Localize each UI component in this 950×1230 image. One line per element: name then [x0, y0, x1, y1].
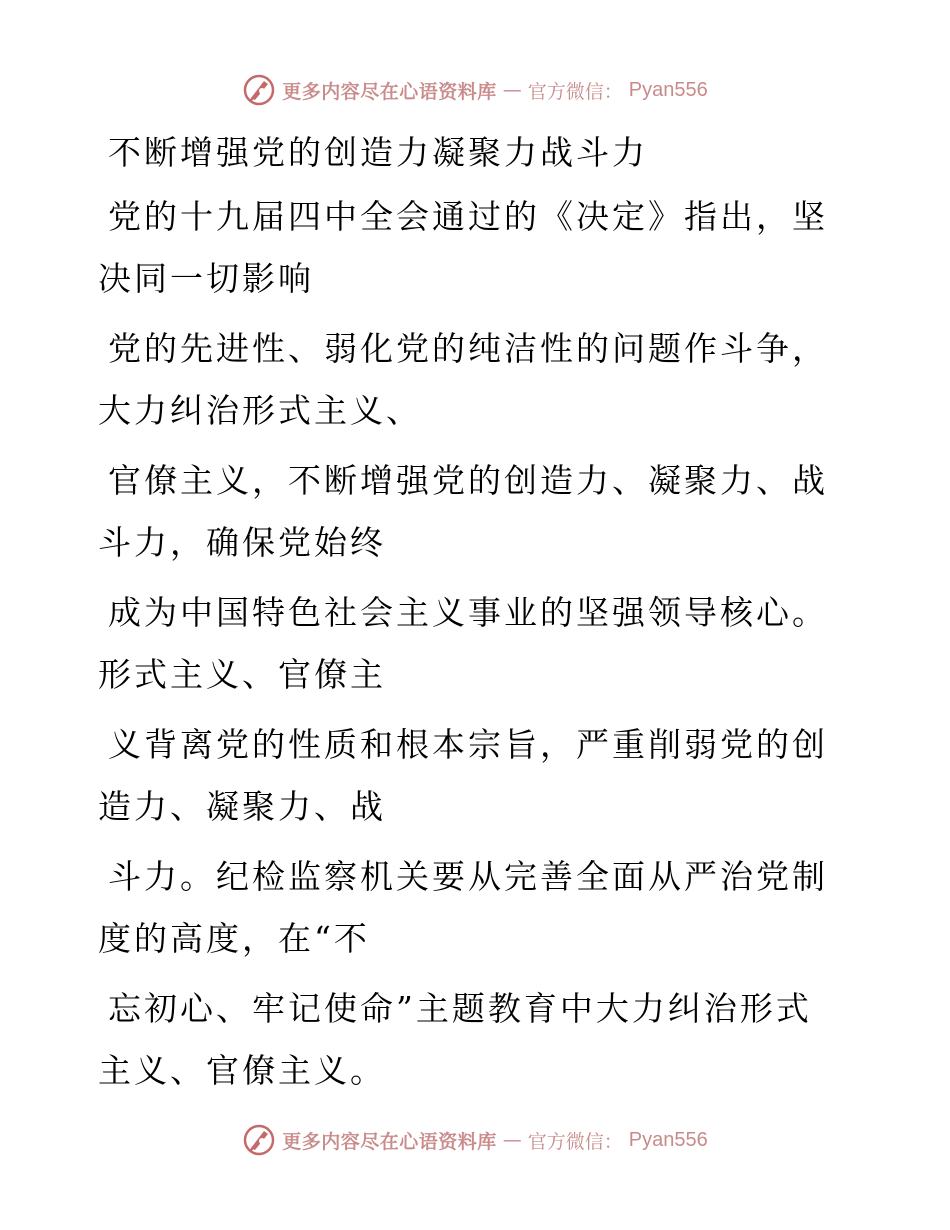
quill-logo-icon [242, 73, 276, 107]
header-watermark [0, 68, 950, 112]
watermark-group [242, 1123, 708, 1157]
document-title: 不断增强党的创造力凝聚力战斗力 [108, 133, 648, 172]
watermark-group [242, 73, 708, 107]
watermark-main-text: 更多内容尽在心语资料库 [282, 1130, 497, 1153]
paragraph-1: 党的十九届四中全会通过的《决定》指出，坚决同一切影响 [98, 197, 828, 298]
paragraph-5: 义背离党的性质和根本宗旨，严重削弱党的创造力、凝聚力、战 [98, 725, 828, 826]
watermark-official-text: 官方微信： [527, 80, 623, 103]
watermark-dash: — [502, 1129, 522, 1151]
paragraph-2: 党的先进性、弱化党的纯洁性的问题作斗争，大力纠治形式主义、 [98, 329, 828, 430]
watermark-main-text: 更多内容尽在心语资料库 [282, 80, 497, 103]
watermark-wechat-id: Pyan556 [628, 78, 708, 101]
paragraph-4: 成为中国特色社会主义事业的坚强领导核心。形式主义、官僚主 [98, 593, 828, 694]
paragraph-3: 官僚主义，不断增强党的创造力、凝聚力、战斗力，确保党始终 [98, 461, 828, 562]
watermark-wechat-id: Pyan556 [628, 1128, 708, 1151]
document-body [98, 122, 838, 1110]
watermark-official-text: 官方微信： [527, 1130, 623, 1153]
paragraph-7: 忘初心、牢记使命”主题教育中大力纠治形式主义、官僚主义。 [98, 989, 812, 1090]
footer-watermark [0, 1118, 950, 1162]
watermark-dash: — [502, 79, 522, 101]
quill-logo-icon [242, 1123, 276, 1157]
paragraph-6: 斗力。纪检监察机关要从完善全面从严治党制度的高度，在“不 [98, 857, 828, 958]
